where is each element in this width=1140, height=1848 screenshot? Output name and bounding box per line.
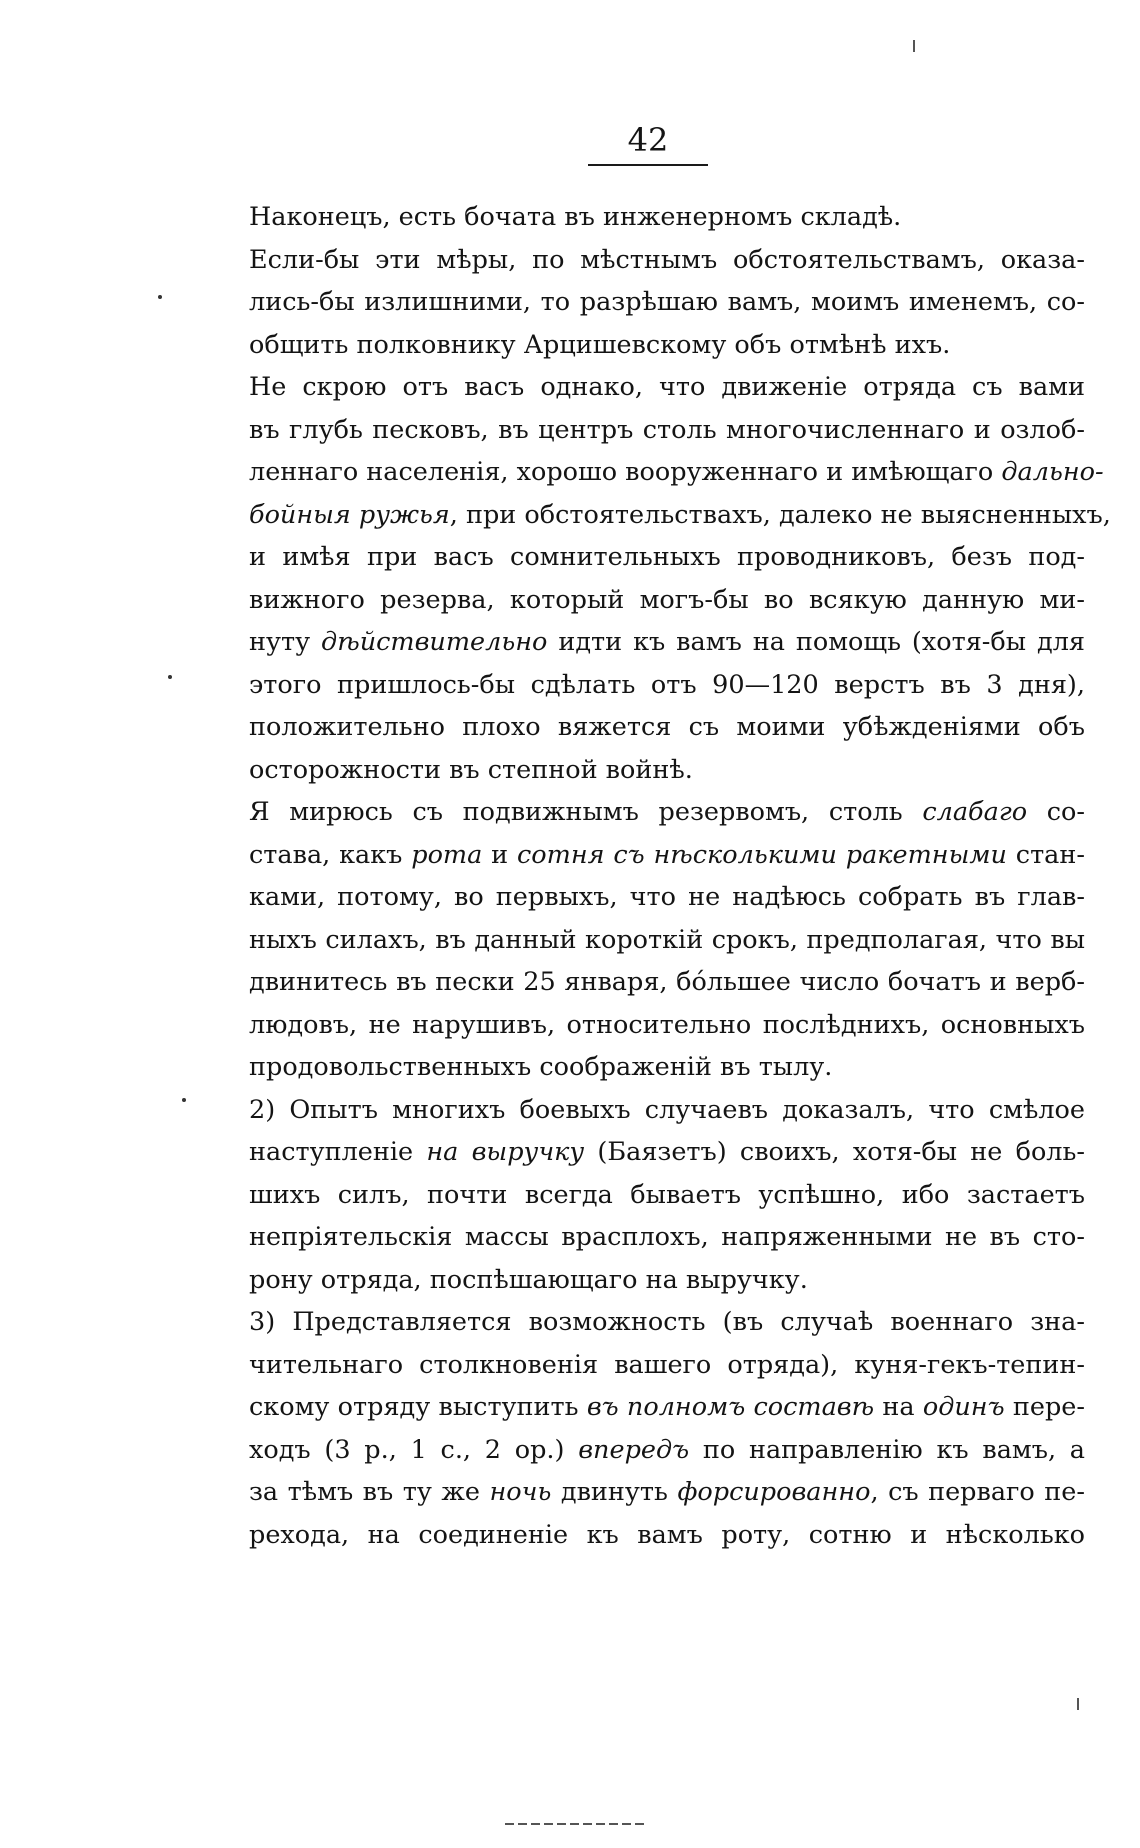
text-run: скому отряду выступить: [249, 1392, 587, 1422]
italic-run: рота: [411, 839, 483, 870]
text-run: ходъ (3 р., 1 с., 2 ор.): [249, 1434, 579, 1465]
text-line: [195, 1386, 1085, 1429]
text-line: людовъ, не нарушивъ, относительно послѣднихъ, основныхъ: [249, 1009, 1085, 1040]
margin-tick: [1077, 1698, 1079, 1710]
text-line: вижного резерва, который могъ-бы во всякую данную ми-: [249, 584, 1085, 615]
text-line: и имѣя при васъ сомнительныхъ проводниковъ, безъ под-: [249, 542, 1085, 572]
text-line: 3) Представляется возможность (въ случаѣ военнаго зна-: [249, 1307, 1085, 1337]
margin-tick: [913, 40, 915, 52]
page-number: 42: [627, 121, 669, 159]
text-run: нуту: [249, 627, 322, 657]
text-line: ками, потому, во первыхъ, что не надѣюсь собрать въ глав-: [249, 882, 1085, 912]
text-run: , при обстоятельствахъ, далеко не выясненныхъ,: [449, 499, 1111, 530]
italic-run: на выручку: [426, 1137, 585, 1167]
margin-dot: [182, 1098, 186, 1102]
italic-run: ночь: [489, 1477, 552, 1507]
text-run: по направленію къ вамъ, а: [689, 1434, 1086, 1465]
text-line: Если-бы эти мѣры, по мѣстнымъ обстоятельствамъ, оказа-: [249, 244, 1085, 275]
text-line: этого пришлось-бы сдѣлать отъ 90—120 верстъ въ 3 дня),: [249, 669, 1085, 700]
text-run: на: [874, 1392, 923, 1422]
text-line: общить полковнику Арцишевскому объ отмѣнѣ ихъ.: [249, 329, 951, 360]
text-line: положительно плохо вяжется съ моими убѣжденіями объ: [249, 712, 1085, 742]
text-run: , съ перваго пе-: [870, 1477, 1085, 1507]
text-run: со-: [1027, 797, 1085, 827]
text-line: [195, 494, 1111, 537]
text-line: [195, 834, 1085, 877]
text-line: [195, 1471, 1085, 1514]
body-text: [195, 196, 1111, 1556]
text-line: Не скрою отъ васъ однако, что движеніе отряда съ вами: [249, 372, 1085, 402]
italic-run: дѣйствительно: [321, 627, 548, 657]
paragraph-5: [195, 1089, 1085, 1302]
text-run: става, какъ: [249, 839, 412, 870]
text-run: идти къ вамъ на помощь (хотя-бы для: [547, 627, 1085, 657]
paragraph-1: [195, 196, 1085, 239]
italic-run: слабаго: [922, 797, 1028, 827]
text-run: Я мирюсь съ подвижнымъ резервомъ, столь: [249, 797, 923, 827]
text-run: леннаго населенія, хорошо вооруженнаго и имѣющаго: [249, 457, 1002, 487]
text-run: стан-: [1006, 839, 1085, 870]
text-line: 2) Опытъ многихъ боевыхъ случаевъ доказалъ, что смѣлое: [249, 1094, 1085, 1125]
text-line: лись-бы излишними, то разрѣшаю вамъ, моимъ именемъ, со-: [249, 287, 1085, 317]
paragraph-3: [195, 366, 1111, 791]
text-run: за тѣмъ въ ту же: [249, 1477, 490, 1507]
text-run: наступленіе: [249, 1137, 427, 1167]
text-run: и: [482, 839, 517, 870]
italic-run: въ полномъ составѣ: [586, 1392, 875, 1422]
text-line: рехода, на соединеніе къ вамъ роту, сотню и нѣсколько: [249, 1519, 1085, 1550]
text-line: продовольственныхъ соображеній въ тылу.: [249, 1052, 833, 1082]
italic-run: сотня съ нѣсколькими ракетными: [517, 839, 1007, 870]
text-line: [195, 1131, 1085, 1174]
paragraph-4: [195, 791, 1085, 1089]
text-line: [195, 1429, 1085, 1472]
margin-dot: [168, 675, 172, 679]
margin-dot: [158, 295, 162, 299]
text-line: чительнаго столкновенія вашего отряда), куня-гекъ-тепин-: [249, 1349, 1085, 1380]
paragraph-2: [195, 239, 1085, 367]
text-line: рону отряда, поспѣшающаго на выручку.: [249, 1264, 808, 1295]
italic-run: форсированно: [677, 1477, 871, 1507]
text-line: [195, 791, 1085, 834]
text-line: непріятельскія массы врасплохъ, напряженными не въ сто-: [249, 1222, 1085, 1252]
italic-run: впередъ: [578, 1434, 690, 1465]
text-line: [195, 621, 1085, 664]
paragraph-6: [195, 1301, 1085, 1556]
text-line: осторожности въ степной войнѣ.: [249, 754, 693, 785]
italic-run: дально-: [1001, 457, 1104, 487]
text-line: Наконецъ, есть бочата въ инженерномъ складѣ.: [249, 202, 902, 232]
italic-run: одинъ: [922, 1392, 1005, 1422]
page-number-rule: [588, 164, 708, 166]
italic-run: бойныя ружья: [249, 499, 450, 530]
text-line: шихъ силъ, почти всегда бываетъ успѣшно, ибо застаетъ: [249, 1179, 1085, 1210]
text-line: [195, 451, 1104, 494]
bottom-print-mark: [505, 1823, 645, 1825]
text-run: пере-: [1004, 1392, 1085, 1422]
text-run: двинуть: [551, 1477, 678, 1507]
text-line: двинитесь въ пески 25 января, бóльшее число бочатъ и верб-: [249, 967, 1085, 997]
text-line: ныхъ силахъ, въ данный короткій срокъ, предполагая, что вы: [249, 924, 1085, 955]
text-run: (Баязетъ) своихъ, хотя-бы не боль-: [584, 1137, 1085, 1167]
text-line: въ глубь песковъ, въ центръ столь многочисленнаго и озлоб-: [249, 414, 1085, 445]
